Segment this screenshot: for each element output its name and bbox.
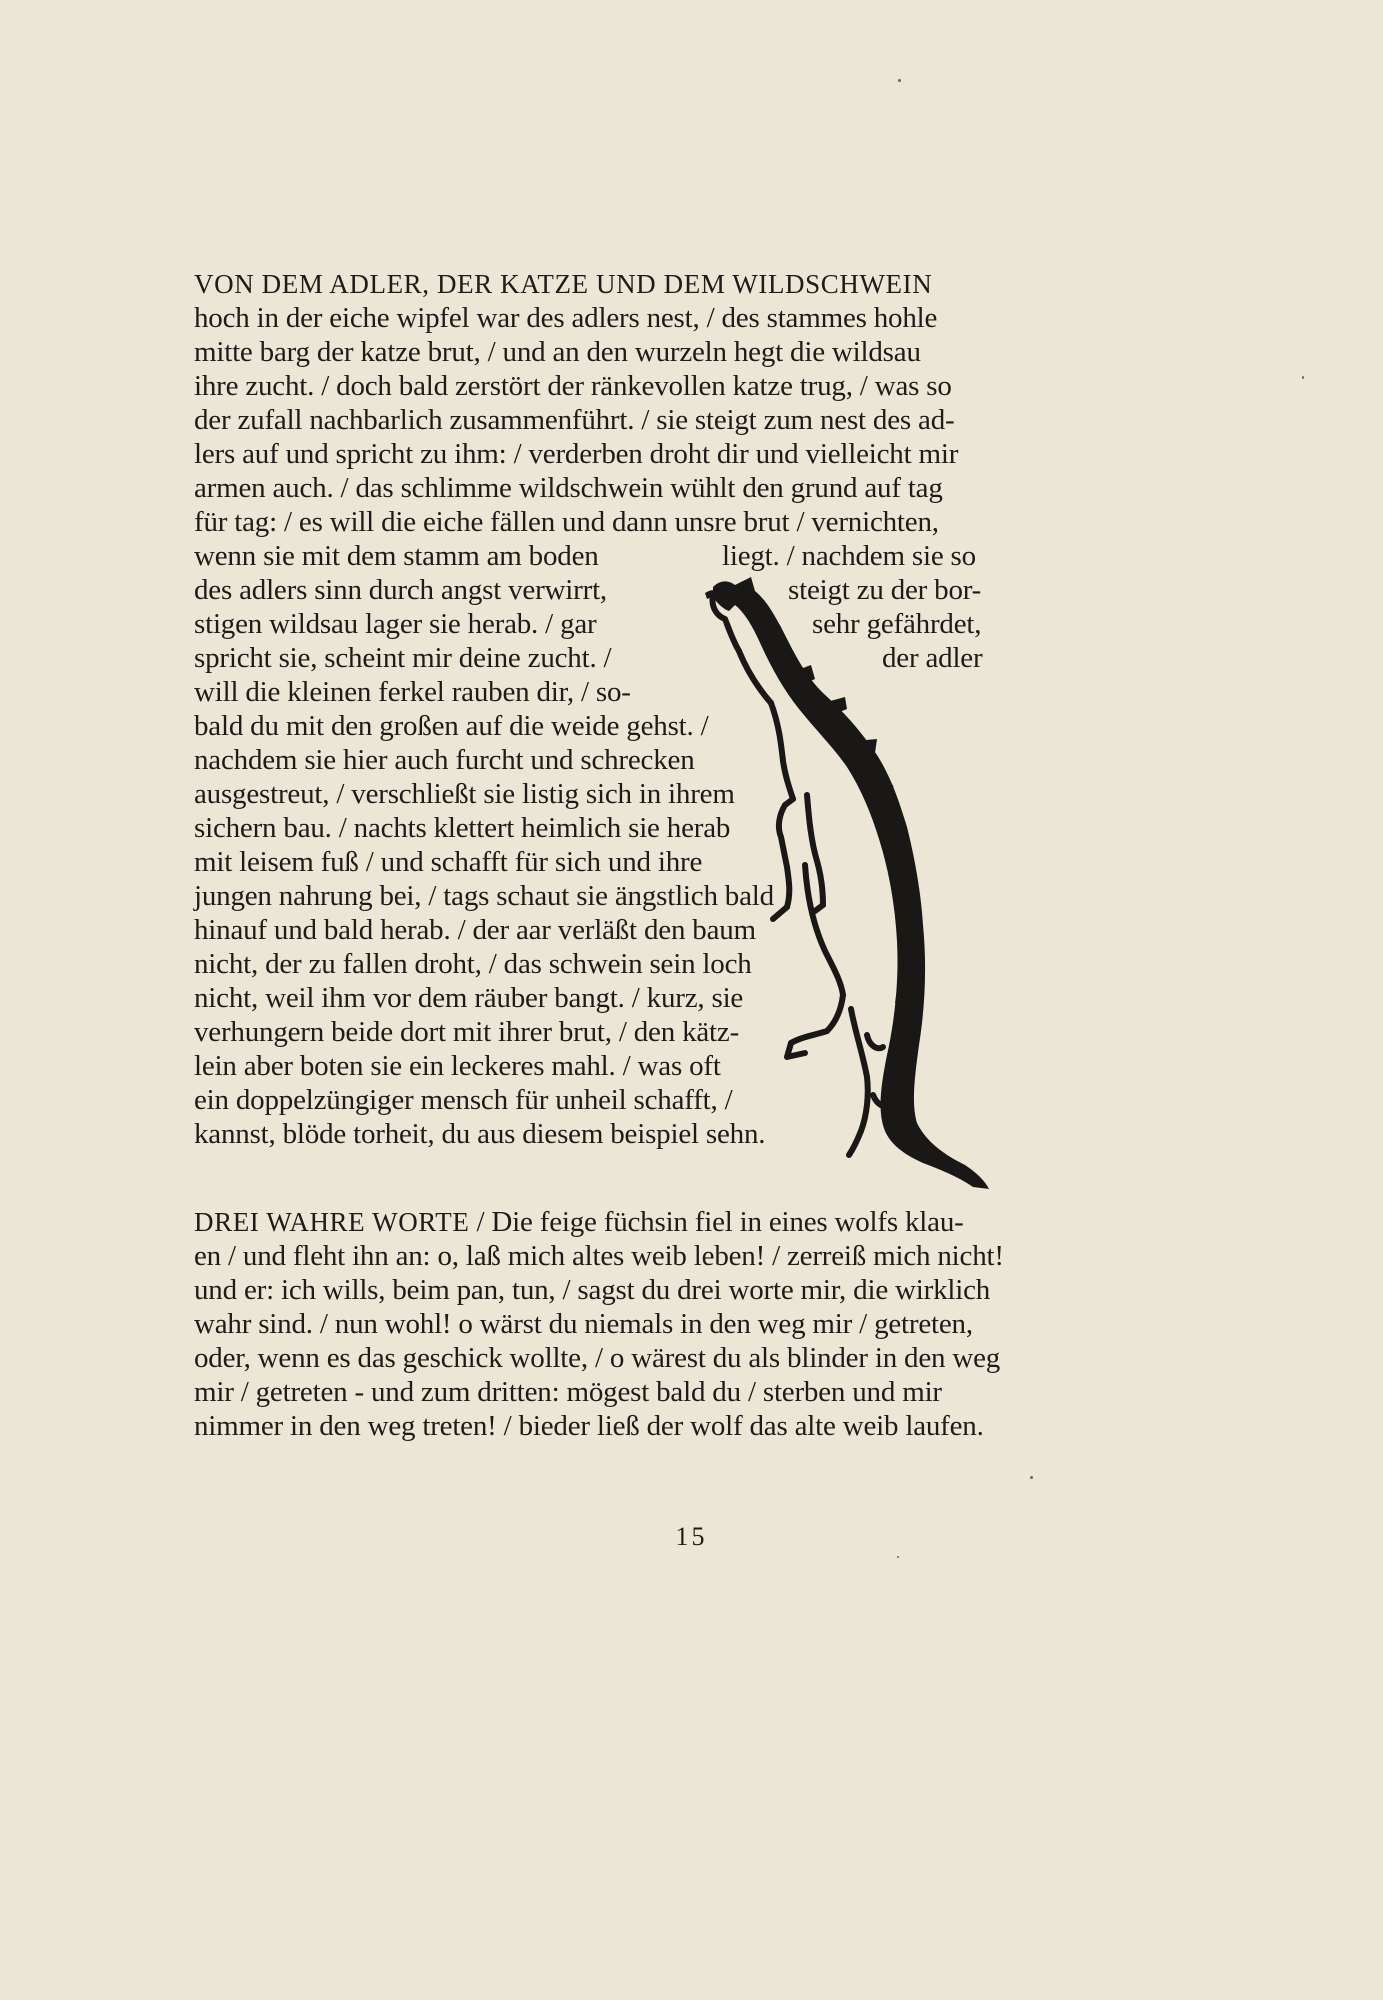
text-line-left: ein doppelzüngiger mensch für unheil schafft, /	[194, 1084, 733, 1116]
page-number: 15	[675, 1522, 708, 1551]
text-line: en / und fleht ihn an: o, laß mich altes weib leben! / zerreiß mich nicht!	[194, 1240, 1004, 1272]
text-line: oder, wenn es das geschick wollte, / o wärest du als blinder in den weg	[194, 1342, 1001, 1374]
text-line-left: mit leisem fuß / und schafft für sich und ihre	[194, 846, 703, 878]
text-line-left: des adlers sinn durch angst verwirrt,	[194, 574, 607, 606]
fable2-title: DREI WAHRE WORTE	[194, 1207, 470, 1237]
fable1-title-text: VON DEM ADLER, DER KATZE UND DEM WILDSCHWEIN	[194, 269, 933, 299]
text-line: nimmer in den weg treten! / bieder ließ der wolf das alte weib laufen.	[194, 1410, 984, 1442]
text-line-left: sichern bau. / nachts klettert heimlich sie herab	[194, 812, 731, 844]
text-line-left: ausgestreut, / verschließt sie listig sich in ihrem	[194, 778, 735, 810]
text-line-left: hinauf und bald herab. / der aar verläßt den baum	[194, 914, 756, 946]
text-line-left: nicht, der zu fallen droht, / das schwein sein loch	[194, 948, 752, 980]
text-line: mir / getreten - und zum dritten: mögest bald du / sterben und mir	[194, 1376, 942, 1408]
text-line-left: kannst, blöde torheit, du aus diesem beispiel sehn.	[194, 1118, 766, 1150]
text-line-right: liegt. / nachdem sie so	[722, 540, 976, 572]
text-line-right: der adler	[882, 642, 983, 674]
text-line-left: stigen wildsau lager sie herab. / gar	[194, 608, 597, 640]
text-line-left: nachdem sie hier auch furcht und schrecken	[194, 744, 695, 776]
text-line-left: will die kleinen ferkel rauben dir, / so-	[194, 676, 631, 708]
text-line-left: wenn sie mit dem stamm am boden	[194, 540, 599, 572]
text-line: wahr sind. / nun wohl! o wärst du niemals in den weg mir / getreten,	[194, 1308, 973, 1340]
text-line-left: lein aber boten sie ein leckeres mahl. / was oft	[194, 1050, 721, 1082]
text-line-left: bald du mit den großen auf die weide gehst. /	[194, 710, 709, 742]
text-line-left: nicht, weil ihm vor dem räuber bangt. / kurz, sie	[194, 982, 744, 1014]
fable1-title	[194, 268, 994, 300]
text-line-left: spricht sie, scheint mir deine zucht. /	[194, 642, 612, 674]
text-line: lers auf und spricht zu ihm: / verderben droht dir und vielleicht mir	[194, 438, 959, 470]
text-line-right: steigt zu der bor-	[788, 574, 982, 606]
text-line: ihre zucht. / doch bald zerstört der ränkevollen katze trug, / was so	[194, 370, 952, 402]
cat-woodcut-icon	[655, 575, 1015, 1190]
text-line: hoch in der eiche wipfel war des adlers nest, / des stammes hohle	[194, 302, 938, 334]
paper-speck	[898, 79, 901, 82]
text-line: mitte barg der katze brut, / und an den wurzeln hegt die wildsau	[194, 336, 921, 368]
text-line-left: verhungern beide dort mit ihrer brut, / den kätz-	[194, 1016, 740, 1048]
paper-speck	[1030, 1476, 1033, 1479]
text-line: der zufall nachbarlich zusammenführt. / sie steigt zum nest des ad-	[194, 404, 955, 436]
paper-speck	[897, 1556, 899, 1558]
text-line: für tag: / es will die eiche fällen und dann unsre brut / vernichten,	[194, 506, 939, 538]
text-line-right: sehr gefährdet,	[812, 608, 982, 640]
text-line: und er: ich wills, beim pan, tun, / sagst du drei worte mir, die wirklich	[194, 1274, 991, 1306]
paper-speck	[1302, 376, 1304, 379]
text-line: armen auch. / das schlimme wildschwein wühlt den grund auf tag	[194, 472, 943, 504]
fable2-first-line: DREI WAHRE WORTE / Die feige füchsin fiel in eines wolfs klau-	[194, 1206, 964, 1238]
text-line-left: jungen nahrung bei, / tags schaut sie ängstlich bald	[194, 880, 774, 912]
